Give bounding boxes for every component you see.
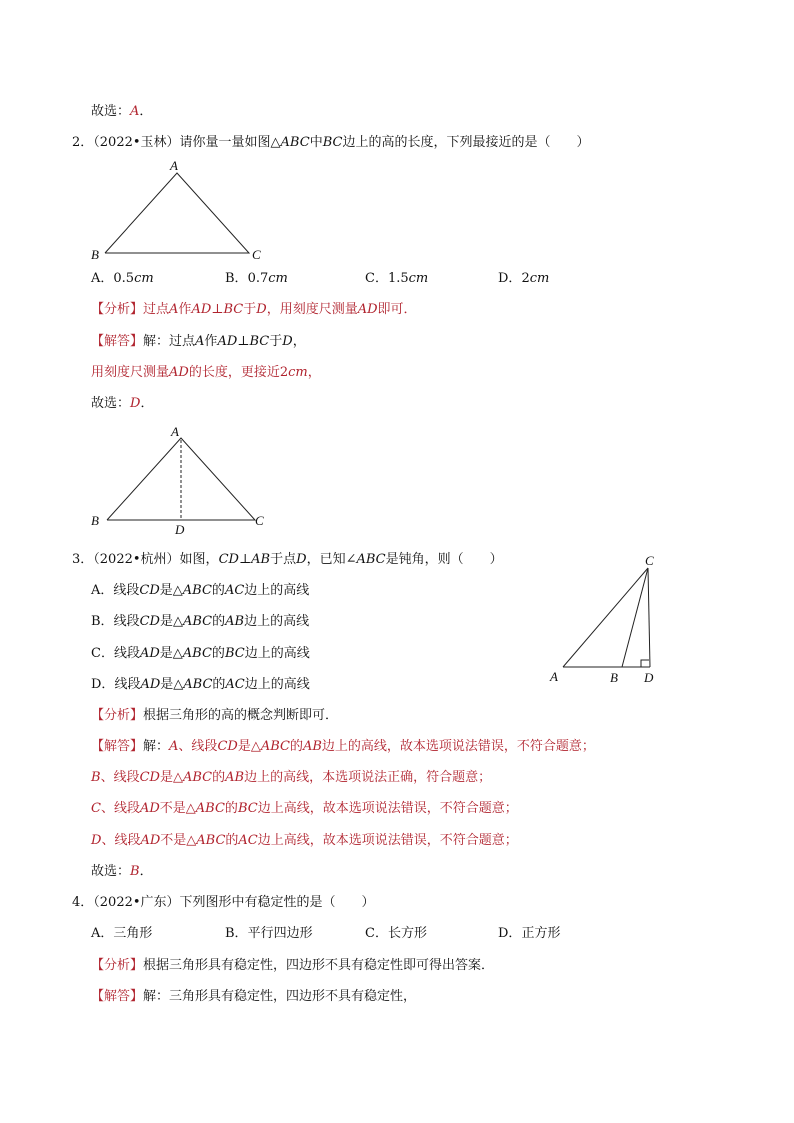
math-side: AC <box>225 677 245 692</box>
question-number: 4． <box>72 895 94 910</box>
solution-text: 解：三角形具有稳定性，四边形不具有稳定性， <box>143 989 417 1004</box>
question-source: （2022•玉林） <box>93 135 180 150</box>
vertex-label-c: C <box>252 247 261 262</box>
math-tri: ABC <box>182 770 213 785</box>
solution-text: 的 <box>212 770 226 785</box>
vertex-label-c: C <box>645 553 654 568</box>
option-ref: A <box>169 739 179 754</box>
option-ref: B <box>91 770 101 785</box>
math-ab: AB <box>251 552 271 567</box>
math-cd: CD <box>218 552 239 567</box>
vertex-label-a: A <box>550 669 558 684</box>
triangle-figure-1 <box>85 155 270 265</box>
math-ad: AD <box>217 334 238 349</box>
option-unit: cm <box>529 271 550 286</box>
option-key: A． <box>91 583 114 598</box>
vertex-label-a: A <box>171 424 179 439</box>
solution-text: 、线段 <box>100 770 140 785</box>
option-ref: D <box>91 833 102 848</box>
math-seg: AD <box>140 833 161 848</box>
math-d: D <box>282 334 293 349</box>
math-abc: ABC <box>356 552 386 567</box>
solution-text: 的长度，更接近 <box>188 365 280 380</box>
option-key: D． <box>498 926 522 941</box>
solution-text: ， <box>292 334 306 349</box>
math-seg: AD <box>140 677 161 692</box>
math-side: AB <box>302 739 322 754</box>
stem-text: 中 <box>309 135 323 150</box>
solution-tag: 【解答】 <box>91 739 144 754</box>
option-text: 边上的高线 <box>244 677 310 692</box>
solution-text: 作 <box>204 334 218 349</box>
stem-text: 边上的高的长度，下列最接近的是（ ） <box>342 135 590 150</box>
math-tri: ABC <box>183 677 213 692</box>
option-q2-b[interactable] <box>225 270 288 288</box>
option-text: 是△ <box>159 646 183 661</box>
analysis-tag: 【分析】 <box>91 302 144 317</box>
answer-line-q2 <box>91 395 153 413</box>
math-seg: CD <box>217 739 238 754</box>
option-q3-a[interactable] <box>91 582 309 600</box>
vertex-label-a: A <box>170 158 178 173</box>
math-seg: CD <box>139 583 160 598</box>
vertex-label-b: B <box>610 670 618 685</box>
option-text: 是△ <box>160 677 184 692</box>
math-tri: ABC <box>260 739 290 754</box>
option-label: 正方形 <box>521 926 561 941</box>
stem-text: 是钝角，则（ ） <box>385 552 503 567</box>
option-q3-b[interactable] <box>91 613 309 631</box>
right-angle-mark <box>641 660 649 667</box>
option-label: 长方形 <box>387 926 427 941</box>
option-text: 边上的高线 <box>244 646 310 661</box>
solution-text: 不是△ <box>160 833 197 848</box>
math-tri: ABC <box>182 646 212 661</box>
solution-text: 边上的高线，故本选项说法错误，不符合题意； <box>321 739 595 754</box>
solution-q3-line2 <box>91 769 491 787</box>
option-label: 平行四边形 <box>247 926 313 941</box>
analysis-text: 即可． <box>377 302 417 317</box>
option-key: A． <box>91 271 114 286</box>
option-q4-b[interactable] <box>225 925 313 943</box>
math-tri: ABC <box>195 801 225 816</box>
stem-text: 请你量一量如图△ <box>179 135 281 150</box>
option-num: 2 <box>521 271 530 286</box>
math-d: D <box>256 302 267 317</box>
option-text: 线段 <box>113 583 140 598</box>
answer-prefix: 故选： <box>91 864 131 879</box>
option-text: 的 <box>212 677 226 692</box>
math-bc: BC <box>249 334 270 349</box>
option-q4-a[interactable] <box>91 925 152 943</box>
solution-text: 用刻度尺测量 <box>91 365 170 380</box>
analysis-q3 <box>91 707 338 725</box>
question-source: （2022•杭州） <box>93 552 180 567</box>
solution-text: 、线段 <box>101 833 141 848</box>
option-q3-d[interactable] <box>91 676 310 694</box>
analysis-text: 于 <box>243 302 257 317</box>
math-bc: BC <box>322 135 343 150</box>
question-2-stem <box>72 134 589 152</box>
solution-tag: 【解答】 <box>91 334 144 349</box>
solution-q3-line3 <box>91 800 518 818</box>
question-3-stem <box>72 551 503 569</box>
math-d: D <box>296 552 307 567</box>
math-a: A <box>169 302 179 317</box>
perp-symbol: ⊥ <box>211 302 224 317</box>
solution-text: 、线段 <box>178 739 218 754</box>
question-number: 2． <box>72 135 94 150</box>
math-seg: CD <box>139 614 160 629</box>
math-side: BC <box>237 801 258 816</box>
option-key: D． <box>91 677 115 692</box>
solution-q3-line4 <box>91 832 518 850</box>
solution-unit: cm <box>288 365 308 380</box>
analysis-text: ，用刻度尺测量 <box>266 302 358 317</box>
option-unit: cm <box>134 271 154 286</box>
math-ad: AD <box>191 302 212 317</box>
solution-text: 的 <box>225 833 239 848</box>
solution-q4 <box>91 988 416 1006</box>
triangle-figure-3 <box>540 550 670 690</box>
vertex-label-b: B <box>91 513 99 528</box>
math-side: BC <box>224 646 245 661</box>
option-text: 是△ <box>159 583 183 598</box>
answer-value: B <box>130 864 140 879</box>
math-tri: ABC <box>196 833 226 848</box>
triangle-figure-2 <box>85 420 270 540</box>
solution-text: ， <box>307 365 321 380</box>
option-key: B． <box>225 926 248 941</box>
stem-text: ，已知∠ <box>306 552 357 567</box>
perp-symbol: ⊥ <box>238 552 252 567</box>
vertex-label-d: D <box>175 522 185 537</box>
option-text: 线段 <box>113 646 140 661</box>
math-ad: AD <box>357 302 378 317</box>
question-number: 3． <box>72 552 94 567</box>
answer-prefix: 故选： <box>91 396 131 411</box>
question-4-stem <box>72 894 375 912</box>
math-tri: ABC <box>182 583 212 598</box>
option-unit: cm <box>408 271 429 286</box>
analysis-text: 过点 <box>143 302 170 317</box>
vertex-label-b: B <box>91 247 99 262</box>
stem-text: 于点 <box>270 552 297 567</box>
solution-text: 、线段 <box>100 801 140 816</box>
solution-text: 于 <box>269 334 283 349</box>
answer-prefix: 故选： <box>91 104 131 119</box>
option-q2-c[interactable] <box>365 270 428 288</box>
option-unit: cm <box>268 271 288 286</box>
option-num: 0.5 <box>113 271 135 286</box>
solution-text: 是△ <box>159 770 183 785</box>
option-key: D． <box>498 271 522 286</box>
math-side: AB <box>225 770 245 785</box>
solution-text: 是△ <box>237 739 261 754</box>
solution-text: 边上的高线，本选项说法正确，符合题意； <box>244 770 492 785</box>
option-text: 的 <box>212 614 226 629</box>
math-side: AC <box>238 833 258 848</box>
option-key: C． <box>91 646 114 661</box>
math-seg: AD <box>139 801 160 816</box>
solution-q2-line1 <box>91 333 306 351</box>
stem-text: 下列图形中有稳定性的是（ ） <box>179 895 375 910</box>
solution-num: 2 <box>279 365 289 380</box>
math-bc: BC <box>223 302 244 317</box>
option-q4-d[interactable] <box>498 925 560 943</box>
solution-text: 的 <box>289 739 303 754</box>
solution-q3-line1 <box>91 738 595 756</box>
solution-text: 解：过点 <box>143 334 196 349</box>
answer-line-q3 <box>91 863 153 881</box>
option-q2-d[interactable] <box>498 270 549 288</box>
option-key: B． <box>91 614 114 629</box>
math-abc: ABC <box>280 135 310 150</box>
option-key: B． <box>225 271 248 286</box>
option-ref: C <box>91 801 101 816</box>
option-key: A． <box>91 926 114 941</box>
option-text: 是△ <box>159 614 183 629</box>
question-source: （2022•广东） <box>93 895 180 910</box>
answer-value: A <box>130 104 140 119</box>
analysis-tag: 【分析】 <box>91 708 144 723</box>
vertex-label-c: C <box>255 513 264 528</box>
analysis-q4 <box>91 957 494 975</box>
option-key: C． <box>365 926 388 941</box>
analysis-q2 <box>91 301 417 319</box>
option-text: 的 <box>211 646 225 661</box>
option-q2-a[interactable] <box>91 270 154 288</box>
math-side: AB <box>225 614 245 629</box>
solution-text: 的 <box>224 801 238 816</box>
answer-end: ． <box>140 396 154 411</box>
answer-end: ． <box>139 104 153 119</box>
stem-text: 如图， <box>179 552 219 567</box>
option-text: 的 <box>211 583 225 598</box>
option-num: 0.7 <box>247 271 269 286</box>
solution-text: 边上高线，故本选项说法错误，不符合题意； <box>257 833 518 848</box>
perp-symbol: ⊥ <box>237 334 250 349</box>
math-side: AC <box>224 583 245 598</box>
answer-value: D <box>130 396 141 411</box>
option-text: 线段 <box>114 677 141 692</box>
vertex-label-d: D <box>644 670 654 685</box>
math-a: A <box>195 334 205 349</box>
option-key: C． <box>365 271 388 286</box>
option-q3-c[interactable] <box>91 645 310 663</box>
math-tri: ABC <box>182 614 213 629</box>
option-text: 线段 <box>113 614 140 629</box>
math-ad: AD <box>169 365 189 380</box>
analysis-text: 根据三角形的高的概念判断即可． <box>143 708 339 723</box>
solution-q2-line2 <box>91 364 321 382</box>
analysis-text: 作 <box>178 302 192 317</box>
solution-text: 不是△ <box>159 801 196 816</box>
option-num: 1.5 <box>387 271 409 286</box>
solution-tag: 【解答】 <box>91 989 144 1004</box>
math-seg: CD <box>139 770 160 785</box>
option-text: 边上的高线 <box>244 583 310 598</box>
option-text: 边上的高线 <box>244 614 310 629</box>
solution-text: 解： <box>143 739 170 754</box>
math-seg: AD <box>139 646 160 661</box>
solution-text: 边上高线，故本选项说法错误，不符合题意； <box>257 801 518 816</box>
analysis-tag: 【分析】 <box>91 958 144 973</box>
analysis-text: 根据三角形具有稳定性，四边形不具有稳定性即可得出答案． <box>143 958 495 973</box>
answer-end: ． <box>139 864 153 879</box>
answer-line-q1 <box>91 103 152 121</box>
option-q4-c[interactable] <box>365 925 427 943</box>
option-label: 三角形 <box>113 926 153 941</box>
